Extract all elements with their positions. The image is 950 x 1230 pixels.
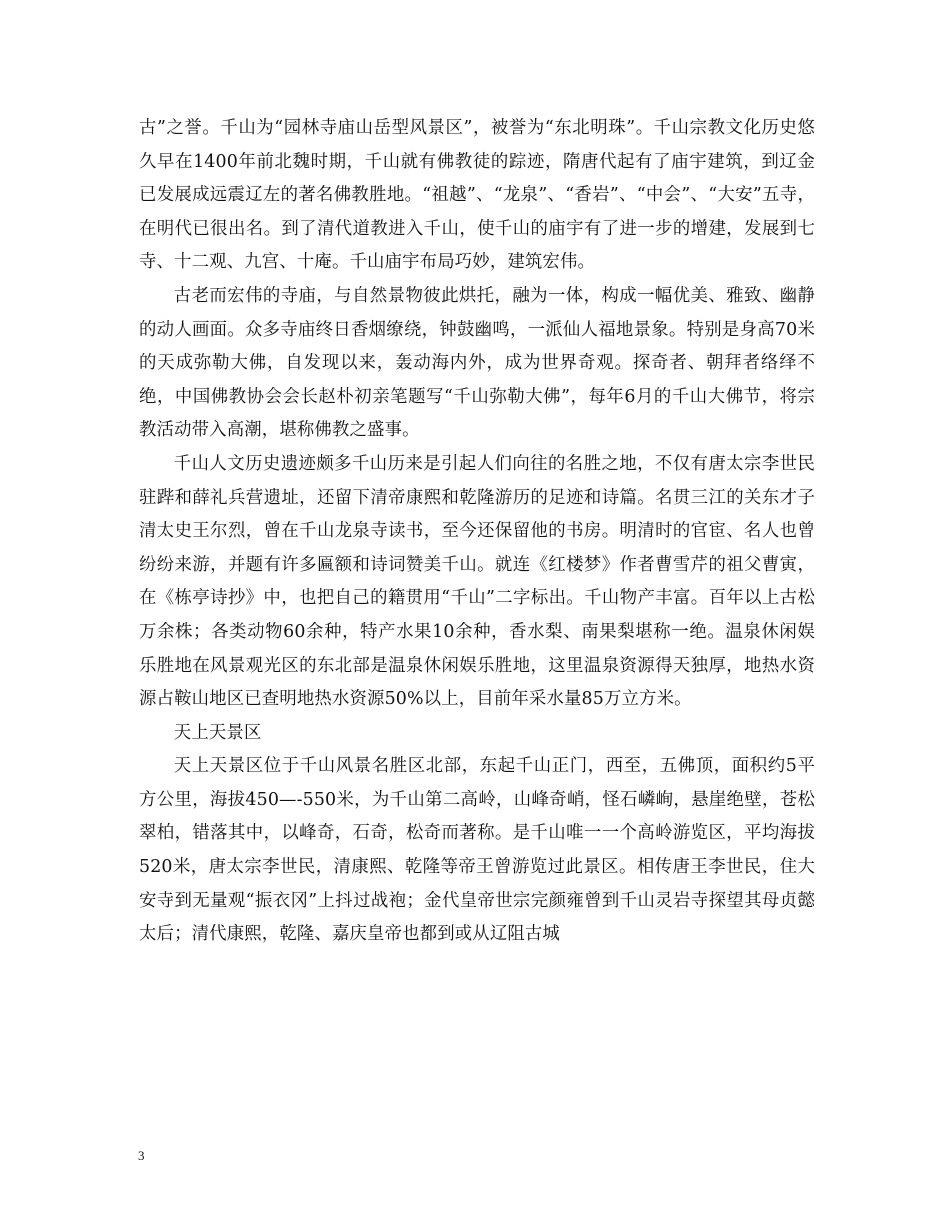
body-text bbox=[139, 112, 815, 952]
page-number: 3 bbox=[138, 1148, 145, 1163]
paragraph-4: 天上天景区位于千山风景名胜区北部，东起千山正门，西至，五佛顶，面积约5平方公里，海拔450—-550米，为千山第二高岭，山峰奇峭，怪石嶙峋，悬崖绝壁，苍松翠柏，错落其中，以峰奇，石奇，松奇而著称。是千山唯一一个高岭游览区，平均海拔520米，唐太宗李世民，清康熙、乾隆等帝王曾游览过此景区。相传唐王李世民，住大安寺到无量观“振衣冈”上抖过战袍；金代皇帝世宗完颜雍曾到千山灵岩寺探望其母贞懿太后；清代康熙，乾隆、嘉庆皇帝也都到或从辽阻古城 bbox=[139, 756, 815, 945]
paragraph-3: 千山人文历史遗迹颇多千山历来是引起人们向往的名胜之地，不仅有唐太宗李世民驻跸和薛礼兵营遗址，还留下清帝康熙和乾隆游历的足迹和诗篇。名贯三江的关东才子清太史王尔烈，曾在千山龙泉寺读书，至今还保留他的书房。明清时的官宦、名人也曾纷纷来游，并题有许多匾额和诗词赞美千山。就连《红楼梦》作者曹雪芹的祖父曹寅，在《栋亭诗抄》中，也把自己的籍贯用“千山”二字标出。千山物产丰富。百年以上古松万余株；各类动物60余种，特产水果10余种，香水梨、南果梨堪称一绝。温泉休闲娱乐胜地在风景观光区的东北部是温泉休闲娱乐胜地，这里温泉资源得天独厚，地热水资源占鞍山地区已查明地热水资源50%以上，目前年采水量85万立方米。 bbox=[139, 453, 815, 710]
section-heading: 天上天景区 bbox=[173, 722, 262, 743]
paragraph-1: 古”之誉。千山为“园林寺庙山岳型风景区”，被誉为“东北明珠”。千山宗教文化历史悠久早在1400年前北魏时期，千山就有佛教徒的踪迹，隋唐代起有了庙宇建筑，到辽金已发展成远震辽左的著名佛教胜地。“祖越”、“龙泉”、“香岩”、“中会”、“大安”五寺，在明代已很出名。到了清代道教进入千山，使千山的庙宇有了进一步的增建，发展到七寺、十二观、九宫、十庵。千山庙宇布局巧妙，建筑宏伟。 bbox=[139, 118, 815, 273]
paragraph-2: 古老而宏伟的寺庙，与自然景物彼此烘托，融为一体，构成一幅优美、雅致、幽静的动人画面。众多寺庙终日香烟缭绕，钟鼓幽鸣，一派仙人福地景象。特别是身高70米的天成弥勒大佛，自发现以来，轰动海内外，成为世界奇观。探奇者、朝拜者络绎不绝，中国佛教协会会长赵朴初亲笔题写“千山弥勒大佛”，每年6月的千山大佛节，将宗教活动带入高潮，堪称佛教之盛事。 bbox=[139, 285, 815, 441]
